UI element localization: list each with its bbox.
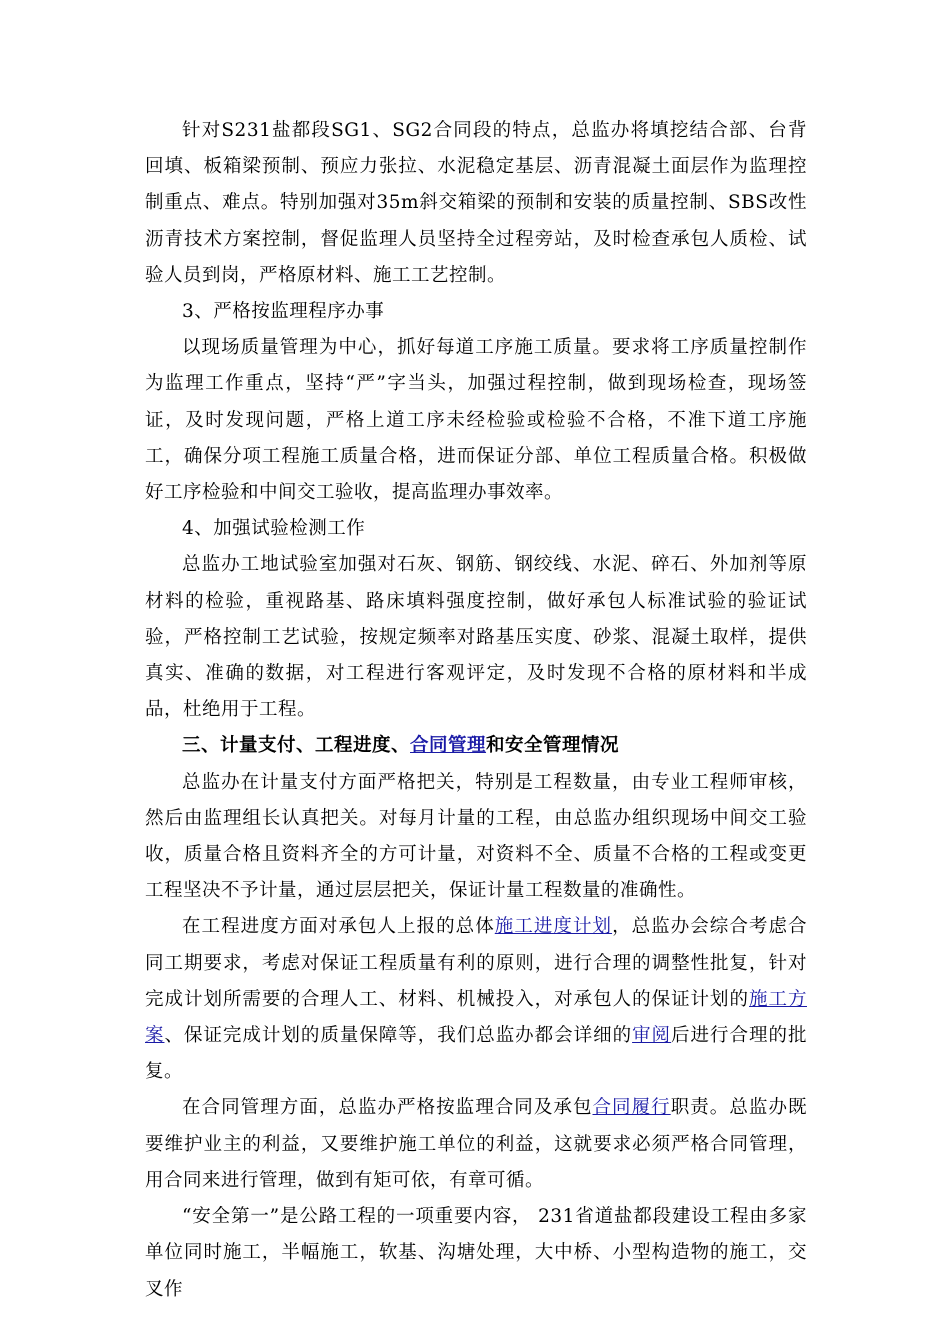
progress-text-a: 在工程进度方面对承包人上报的总体 bbox=[182, 916, 495, 938]
section-title bbox=[145, 728, 807, 764]
link-construction-plan[interactable]: 施工方案 bbox=[145, 988, 807, 1047]
paragraph-contract bbox=[145, 1090, 807, 1199]
paragraph-lab-testing: 总监办工地试验室加强对石灰、钢筋、钢绞线、水泥、碎石、外加剂等原材料的检验，重视路基、路床填料强度控制，做好承包人标准试验的验证试验，严格控制工艺试验，按规定频率对路基压实度、砂浆、混凝土取样，提供真实、准确的数据，对工程进行客观评定，及时发现不合格的原材料和半成品，杜绝用于工程。 bbox=[145, 554, 807, 721]
section-title-part-b: 和安全管理情况 bbox=[486, 735, 620, 757]
paragraph-progress bbox=[145, 909, 807, 1090]
progress-text-c: 、保证完成计划的质量保障等，我们总监办都会详细的 bbox=[164, 1025, 633, 1047]
subheading-testing-work: 4、加强试验检测工作 bbox=[182, 518, 366, 540]
document-page bbox=[145, 113, 807, 1308]
subheading-supervision-procedure: 3、严格按监理程序办事 bbox=[182, 301, 385, 323]
link-construction-schedule[interactable]: 施工进度计划 bbox=[494, 916, 613, 938]
progress-text-d: 后进行合理的批复。 bbox=[145, 1025, 807, 1083]
paragraph-quality-management: 以现场质量管理为中心，抓好每道工序施工质量。要求将工序质量控制作为监理工作重点，坚持“严”字当头，加强过程控制，做到现场检查，现场签证，及时发现问题，严格上道工序未经检验或检验不合格，不准下道工序施工，确保分项工程施工质量合格，进而保证分部、单位工程质量合格。积极做好工序检验和中间交工验收，提高监理办事效率。 bbox=[145, 337, 807, 504]
progress-text-b: ，总监办会综合考虑合同工期要求，考虑对保证工程质量有利的原则，进行合理的调整性批复，针对完成计划所需要的合理人工、材料、机械投入，对承包人的保证计划的 bbox=[145, 916, 807, 1010]
section-title-part-a: 三、计量支付、工程进度、 bbox=[182, 735, 411, 757]
link-review[interactable]: 审阅 bbox=[632, 1025, 672, 1047]
paragraph-safety: “安全第一”是公路工程的一项重要内容， 231省道盐都段建设工程由多家单位同时施工，半幅施工，软基、沟塘处理，大中桥、小型构造物的施工，交叉作 bbox=[145, 1206, 807, 1300]
paragraph-payment: 总监办在计量支付方面严格把关，特别是工程数量，由专业工程师审核，然后由监理组长认真把关。对每月计量的工程，由总监办组织现场中间交工验收，质量合格且资料齐全的方可计量，对资料不全、质量不合格的工程或变更工程坚决不予计量，通过层层把关，保证计量工程数量的准确性。 bbox=[145, 771, 807, 902]
link-contract-management[interactable]: 合同管理 bbox=[410, 735, 487, 757]
contract-text-b: 职责。总监办既要维护业主的利益，又要维护施工单位的利益，这就要求必须严格合同管理，用合同来进行管理，做到有矩可依，有章可循。 bbox=[145, 1097, 807, 1191]
contract-text-a: 在合同管理方面，总监办严格按监理合同及承包 bbox=[182, 1097, 593, 1119]
link-contract-performance[interactable]: 合同履行 bbox=[592, 1097, 671, 1119]
paragraph-key-points: 针对S231盐都段SG1、SG2合同段的特点，总监办将填挖结合部、台背回填、板箱梁预制、预应力张拉、水泥稳定基层、沥青混凝土面层作为监理控制重点、难点。特别加强对35m斜交箱梁的预制和安装的质量控制、SBS改性沥青技术方案控制，督促监理人员坚持全过程旁站，及时检查承包人质检、试验人员到岗，严格原材料、施工工艺控制。 bbox=[145, 120, 807, 286]
